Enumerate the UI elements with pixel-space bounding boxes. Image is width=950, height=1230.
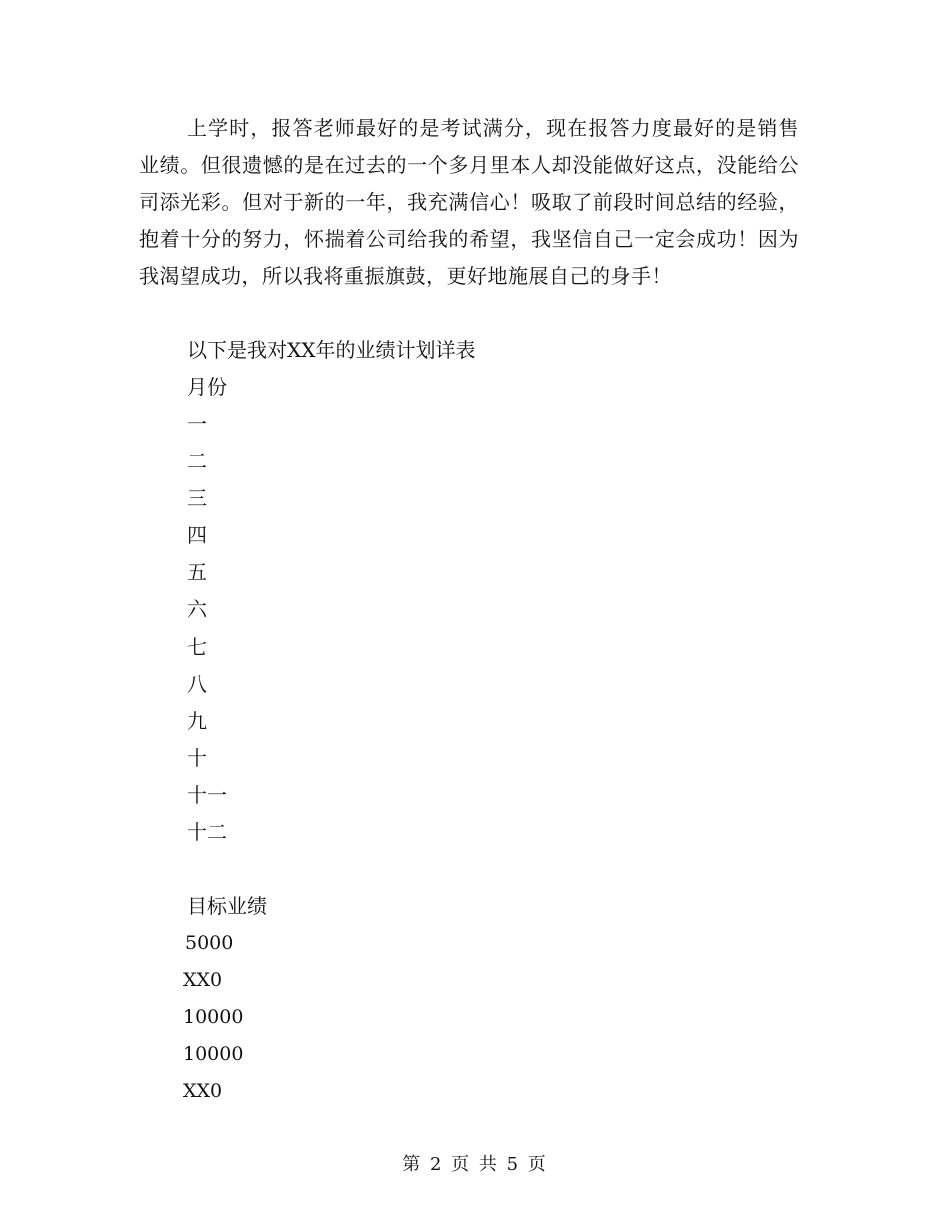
target-value: 10000 (183, 1043, 244, 1065)
page-number-footer: 第 2 页 共 5 页 (402, 1154, 548, 1175)
target-value: XX0 (183, 1080, 223, 1102)
month-item: 七 (187, 635, 207, 659)
month-item: 十二 (187, 820, 227, 844)
table-intro: 以下是我对XX年的业绩计划详表 (187, 338, 476, 362)
month-item: 十 (187, 746, 207, 770)
month-item: 五 (187, 560, 207, 584)
month-item: 八 (187, 672, 207, 696)
body-paragraph: 上学时，报答老师最好的是考试满分，现在报答力度最好的是销售业绩。但很遗憾的是在过去的一个多月里本人却没能做好这点，没能给公司添光彩。但对于新的一年，我充满信心！吸取了前段时间总结的经验，抱着十分的努力，怀揣着公司给我的希望，我坚信自己一定会成功！因为我渴望成功，所以我将重振旗鼓，更好地施展自己的身手！ (139, 116, 799, 288)
month-item: 四 (187, 523, 207, 547)
target-value: XX0 (183, 969, 223, 991)
target-value: 5000 (185, 932, 234, 954)
target-header: 目标业绩 (187, 894, 267, 918)
month-item: 二 (187, 449, 207, 473)
month-item: 一 (187, 412, 207, 436)
target-value: 10000 (183, 1006, 244, 1028)
month-item: 三 (187, 486, 207, 510)
month-item: 六 (187, 597, 207, 621)
month-header: 月份 (187, 375, 227, 399)
month-item: 十一 (187, 783, 227, 807)
month-item: 九 (187, 709, 207, 733)
